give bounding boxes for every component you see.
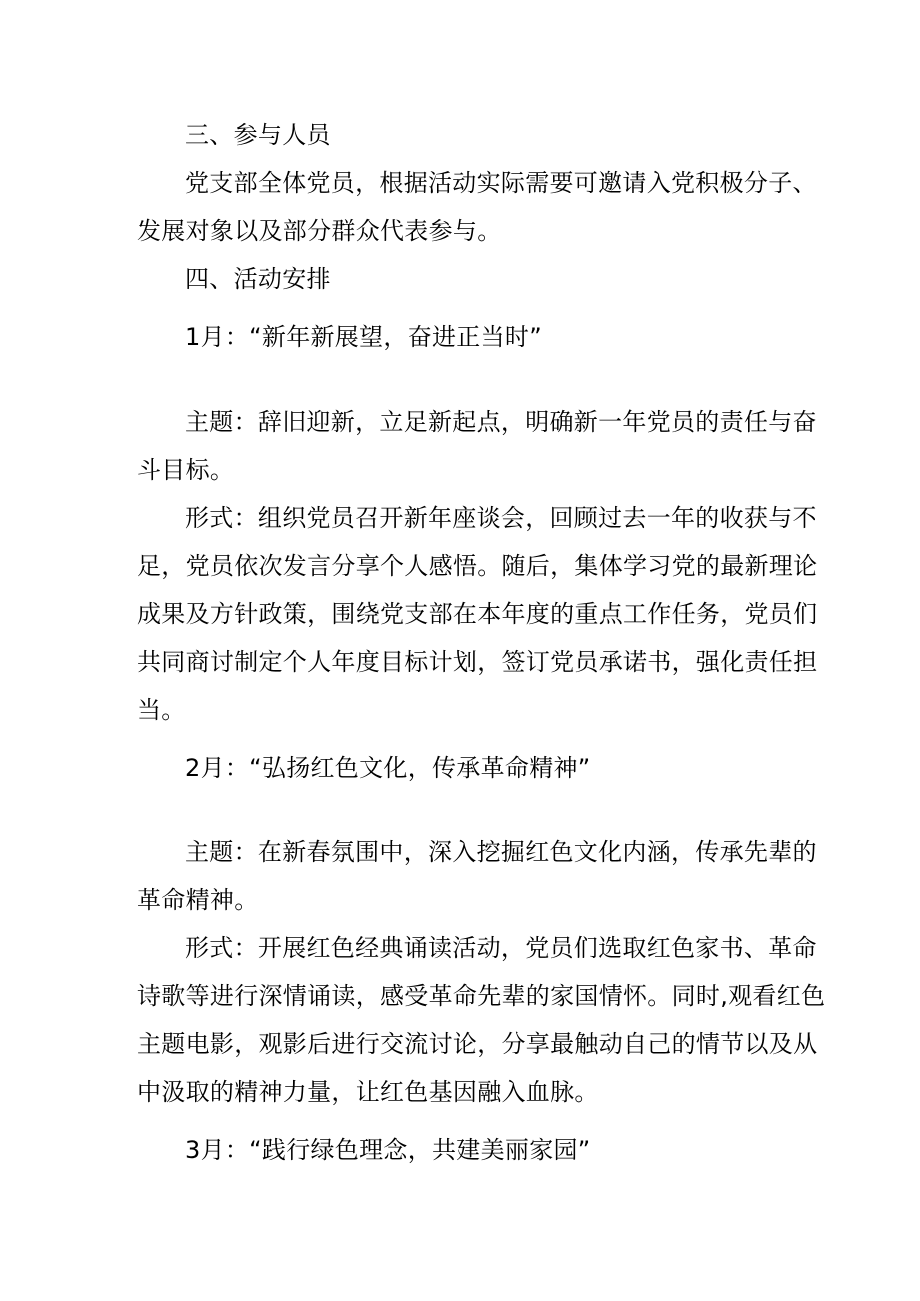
- january-form-line-2: 足，党员依次发言分享个人感悟。随后，集体学习党的最新理论: [137, 552, 818, 580]
- month-title-january: 1月：“新年新展望，奋进正当时”: [185, 323, 542, 351]
- january-form-line-3: 成果及方针政策，围绕党支部在本年度的重点工作任务，党员们: [137, 600, 818, 628]
- month-title-march: 3月：“践行绿色理念，共建美丽家园”: [185, 1136, 591, 1164]
- february-form-line-2: 诗歌等进行深情诵读，感受革命先辈的家国情怀。同时,观看红色: [137, 982, 826, 1010]
- section-heading-schedule: 四、活动安排: [185, 265, 331, 293]
- january-form-line-5: 当。: [137, 696, 186, 724]
- february-theme-line-1: 主题：在新春氛围中，深入挖掘红色文化内涵，传承先辈的: [185, 838, 817, 866]
- january-theme-line-2: 斗目标。: [137, 456, 235, 484]
- february-form-line-3: 主题电影，观影后进行交流讨论，分享最触动自己的情节以及从: [137, 1030, 818, 1058]
- participants-text-line-1: 党支部全体党员，根据活动实际需要可邀请入党积极分子、: [185, 169, 817, 197]
- february-form-line-1: 形式：开展红色经典诵读活动，党员们选取红色家书、革命: [185, 934, 817, 962]
- february-form-line-4: 中汲取的精神力量，让红色基因融入血脉。: [137, 1078, 599, 1106]
- january-form-line-4: 共同商讨制定个人年度目标计划，签订党员承诺书，强化责任担: [137, 648, 818, 676]
- participants-text-line-2: 发展对象以及部分群众代表参与。: [137, 217, 502, 245]
- january-form-line-1: 形式：组织党员召开新年座谈会，回顾过去一年的收获与不: [185, 504, 817, 532]
- february-theme-line-2: 革命精神。: [137, 886, 259, 914]
- january-theme-line-1: 主题：辞旧迎新，立足新起点，明确新一年党员的责任与奋: [185, 408, 817, 436]
- month-title-february: 2月：“弘扬红色文化，传承革命精神”: [185, 754, 591, 782]
- section-heading-participants: 三、参与人员: [185, 121, 331, 149]
